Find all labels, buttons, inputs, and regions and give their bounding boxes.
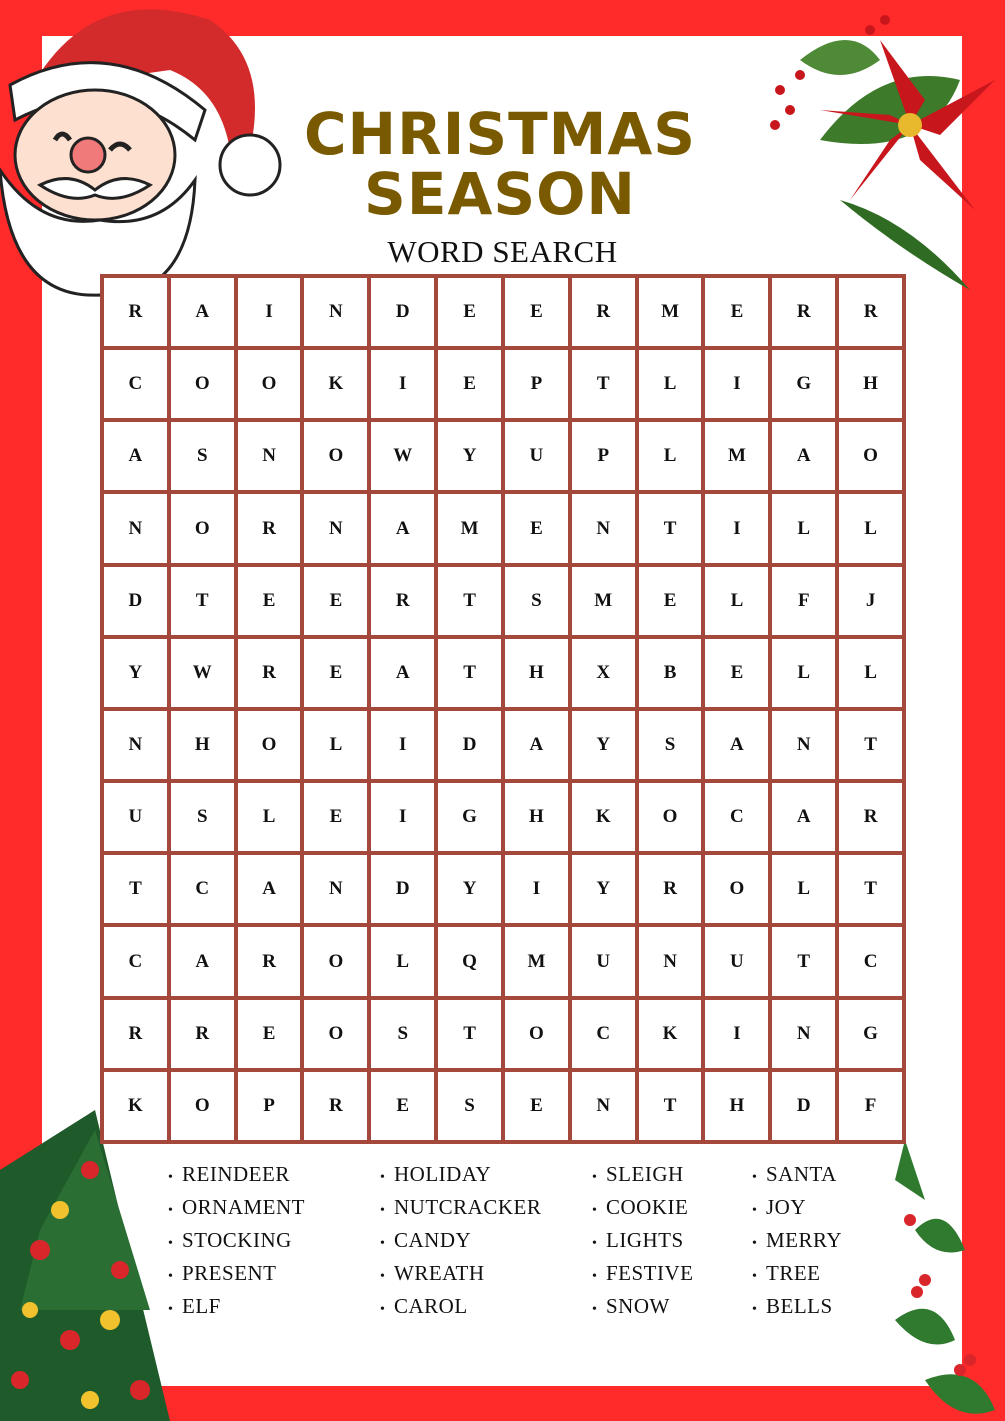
grid-cell[interactable]: F <box>839 1072 902 1140</box>
grid-cell[interactable]: G <box>772 350 835 418</box>
word-label: REINDEER <box>182 1162 290 1186</box>
word-list-item <box>380 1224 541 1257</box>
grid-cell[interactable]: E <box>438 350 501 418</box>
grid-cell[interactable]: L <box>371 927 434 995</box>
grid-cell[interactable]: I <box>705 494 768 562</box>
grid-cell[interactable]: N <box>304 855 367 923</box>
grid-cell[interactable]: N <box>238 422 301 490</box>
grid-cell[interactable]: H <box>171 711 234 779</box>
grid-cell[interactable]: T <box>772 927 835 995</box>
grid-cell[interactable]: A <box>772 422 835 490</box>
word-list-item <box>592 1257 694 1290</box>
bullet: • <box>380 1236 386 1251</box>
grid-cell[interactable]: Y <box>104 639 167 707</box>
grid-cell[interactable]: D <box>104 567 167 635</box>
grid-cell[interactable]: D <box>772 1072 835 1140</box>
grid-cell[interactable]: R <box>839 278 902 346</box>
grid-cell[interactable]: E <box>304 783 367 851</box>
grid-cell[interactable]: O <box>238 711 301 779</box>
word-list-item <box>752 1191 842 1224</box>
grid-cell[interactable]: H <box>705 1072 768 1140</box>
grid-cell[interactable]: O <box>238 350 301 418</box>
word-list-item <box>380 1290 541 1323</box>
grid-cell[interactable]: S <box>171 783 234 851</box>
bullet: • <box>752 1203 758 1218</box>
grid-cell[interactable]: A <box>171 278 234 346</box>
grid-cell[interactable]: A <box>238 855 301 923</box>
grid-cell[interactable]: O <box>304 422 367 490</box>
grid-cell[interactable]: R <box>171 1000 234 1068</box>
bullet: • <box>752 1302 758 1317</box>
word-list-item <box>168 1290 305 1323</box>
word-list-item <box>592 1224 694 1257</box>
grid-cell[interactable]: I <box>371 350 434 418</box>
word-list-column-2 <box>380 1158 541 1323</box>
grid-cell[interactable]: Q <box>438 927 501 995</box>
grid-cell[interactable]: S <box>171 422 234 490</box>
grid-cell[interactable]: A <box>505 711 568 779</box>
grid-cell[interactable]: D <box>371 278 434 346</box>
word-list-item <box>592 1191 694 1224</box>
word-list-item <box>592 1158 694 1191</box>
grid-cell[interactable]: L <box>772 494 835 562</box>
bullet: • <box>380 1269 386 1284</box>
word-list-item <box>752 1158 842 1191</box>
bullet: • <box>380 1302 386 1317</box>
word-label: WREATH <box>394 1261 485 1285</box>
grid-cell[interactable]: A <box>705 711 768 779</box>
word-label: NUTCRACKER <box>394 1195 542 1219</box>
grid-cell[interactable]: O <box>304 927 367 995</box>
grid-cell[interactable]: K <box>639 1000 702 1068</box>
word-label: CAROL <box>394 1294 468 1318</box>
title-line-2: SEASON <box>364 160 636 228</box>
grid-cell[interactable]: M <box>705 422 768 490</box>
grid-cell[interactable]: A <box>772 783 835 851</box>
grid-cell[interactable]: U <box>505 422 568 490</box>
grid-cell[interactable]: E <box>505 494 568 562</box>
bullet: • <box>592 1302 598 1317</box>
word-label: COOKIE <box>606 1195 689 1219</box>
grid-cell[interactable]: O <box>171 494 234 562</box>
word-label: SNOW <box>606 1294 670 1318</box>
grid-cell[interactable]: T <box>572 350 635 418</box>
grid-cell[interactable]: M <box>505 927 568 995</box>
word-label: CANDY <box>394 1228 472 1252</box>
grid-cell[interactable]: B <box>639 639 702 707</box>
grid-cell[interactable]: E <box>304 567 367 635</box>
grid-cell[interactable]: O <box>171 1072 234 1140</box>
grid-cell[interactable]: U <box>705 927 768 995</box>
grid-cell[interactable]: K <box>104 1072 167 1140</box>
grid-cell[interactable]: A <box>371 639 434 707</box>
grid-cell[interactable]: T <box>839 855 902 923</box>
word-list-item <box>752 1257 842 1290</box>
grid-cell[interactable]: O <box>171 350 234 418</box>
grid-cell[interactable]: L <box>839 639 902 707</box>
grid-cell[interactable]: S <box>639 711 702 779</box>
grid-cell[interactable]: M <box>438 494 501 562</box>
grid-cell[interactable]: Y <box>438 422 501 490</box>
grid-cell[interactable]: S <box>371 1000 434 1068</box>
grid-cell[interactable]: N <box>639 927 702 995</box>
grid-cell[interactable]: E <box>639 567 702 635</box>
grid-cell[interactable]: U <box>104 783 167 851</box>
grid-cell[interactable]: P <box>505 350 568 418</box>
grid-cell[interactable]: L <box>839 494 902 562</box>
grid-cell[interactable]: T <box>438 567 501 635</box>
word-list-item <box>168 1257 305 1290</box>
grid-cell[interactable]: C <box>839 927 902 995</box>
word-list-item <box>752 1224 842 1257</box>
grid-cell[interactable]: G <box>839 1000 902 1068</box>
subtitle: WORD SEARCH <box>387 234 618 269</box>
grid-cell[interactable]: Y <box>438 855 501 923</box>
grid-cell[interactable]: I <box>371 711 434 779</box>
word-list-item <box>752 1290 842 1323</box>
grid-cell[interactable]: E <box>705 278 768 346</box>
word-list-column-3 <box>592 1158 694 1323</box>
word-list-column-4 <box>752 1158 842 1323</box>
grid-cell[interactable]: R <box>104 278 167 346</box>
grid-cell[interactable]: T <box>171 567 234 635</box>
word-label: HOLIDAY <box>394 1162 492 1186</box>
word-label: FESTIVE <box>606 1261 694 1285</box>
word-label: STOCKING <box>182 1228 292 1252</box>
grid-cell[interactable]: P <box>572 422 635 490</box>
grid-cell[interactable]: H <box>839 350 902 418</box>
word-label: ELF <box>182 1294 221 1318</box>
bullet: • <box>592 1269 598 1284</box>
word-label: PRESENT <box>182 1261 277 1285</box>
grid-cell[interactable]: L <box>639 422 702 490</box>
grid-cell[interactable]: T <box>438 1000 501 1068</box>
grid-cell[interactable]: R <box>304 1072 367 1140</box>
grid-cell[interactable]: R <box>639 855 702 923</box>
grid-cell[interactable]: F <box>772 567 835 635</box>
word-list-item <box>380 1257 541 1290</box>
grid-cell[interactable]: L <box>705 567 768 635</box>
grid-cell[interactable]: T <box>839 711 902 779</box>
grid-cell[interactable]: O <box>705 855 768 923</box>
grid-cell[interactable]: C <box>572 1000 635 1068</box>
bullet: • <box>592 1170 598 1185</box>
grid-cell[interactable]: L <box>238 783 301 851</box>
grid-cell[interactable]: S <box>505 567 568 635</box>
grid-cell[interactable]: U <box>572 927 635 995</box>
grid-cell[interactable]: D <box>371 855 434 923</box>
grid-cell[interactable]: I <box>705 350 768 418</box>
grid-cell[interactable]: H <box>505 783 568 851</box>
grid-cell[interactable]: I <box>371 783 434 851</box>
grid-cell[interactable]: S <box>438 1072 501 1140</box>
bullet: • <box>168 1269 174 1284</box>
grid-cell[interactable]: A <box>171 927 234 995</box>
grid-cell[interactable]: L <box>772 639 835 707</box>
grid-cell[interactable]: R <box>238 639 301 707</box>
grid-cell[interactable]: R <box>238 494 301 562</box>
grid-cell[interactable]: A <box>371 494 434 562</box>
bullet: • <box>168 1236 174 1251</box>
word-list-item <box>380 1191 541 1224</box>
grid-cell[interactable]: J <box>839 567 902 635</box>
bullet: • <box>592 1203 598 1218</box>
grid-cell[interactable]: L <box>304 711 367 779</box>
title-line-1: CHRISTMAS <box>303 100 697 168</box>
bullet: • <box>592 1236 598 1251</box>
grid-cell[interactable]: I <box>238 278 301 346</box>
grid-cell[interactable]: L <box>639 350 702 418</box>
grid-cell[interactable]: I <box>505 855 568 923</box>
grid-cell[interactable]: E <box>705 639 768 707</box>
grid-cell[interactable]: E <box>438 278 501 346</box>
word-list-column-1 <box>168 1158 305 1323</box>
grid-cell[interactable]: E <box>505 1072 568 1140</box>
grid-cell[interactable]: X <box>572 639 635 707</box>
grid-cell[interactable]: K <box>304 350 367 418</box>
grid-cell[interactable]: W <box>371 422 434 490</box>
grid-cell[interactable]: H <box>505 639 568 707</box>
grid-cell[interactable]: T <box>639 494 702 562</box>
word-list-item <box>168 1158 305 1191</box>
grid-cell[interactable]: N <box>572 1072 635 1140</box>
santa-illustration <box>0 0 300 300</box>
grid-cell[interactable]: E <box>371 1072 434 1140</box>
grid-cell[interactable]: N <box>304 494 367 562</box>
holly-illustration <box>885 1140 1005 1421</box>
grid-cell[interactable]: E <box>505 278 568 346</box>
bullet: • <box>168 1170 174 1185</box>
grid-cell[interactable]: G <box>438 783 501 851</box>
bullet: • <box>752 1170 758 1185</box>
grid-cell[interactable]: W <box>171 639 234 707</box>
grid-cell[interactable]: R <box>238 927 301 995</box>
word-label: LIGHTS <box>606 1228 684 1252</box>
grid-cell[interactable]: C <box>705 783 768 851</box>
grid-cell[interactable]: Y <box>572 855 635 923</box>
poinsettia-illustration <box>760 0 1005 300</box>
grid-cell[interactable]: P <box>238 1072 301 1140</box>
bullet: • <box>752 1236 758 1251</box>
grid-cell[interactable]: N <box>572 494 635 562</box>
word-label: TREE <box>766 1261 821 1285</box>
grid-cell[interactable]: R <box>772 278 835 346</box>
word-label: BELLS <box>766 1294 833 1318</box>
grid-cell[interactable]: O <box>639 783 702 851</box>
grid-cell[interactable]: N <box>772 1000 835 1068</box>
grid-cell[interactable]: C <box>104 350 167 418</box>
bullet: • <box>752 1269 758 1284</box>
grid-cell[interactable]: L <box>772 855 835 923</box>
grid-cell[interactable]: N <box>104 711 167 779</box>
grid-cell[interactable]: E <box>238 1000 301 1068</box>
grid-cell[interactable]: R <box>839 783 902 851</box>
word-list-item <box>168 1191 305 1224</box>
grid-cell[interactable]: E <box>304 639 367 707</box>
grid-cell[interactable]: C <box>104 927 167 995</box>
grid-cell[interactable]: N <box>304 278 367 346</box>
grid-cell[interactable]: N <box>772 711 835 779</box>
grid-cell[interactable]: D <box>438 711 501 779</box>
grid-cell[interactable]: T <box>438 639 501 707</box>
grid-cell[interactable]: R <box>572 278 635 346</box>
grid-cell[interactable]: N <box>104 494 167 562</box>
grid-cell[interactable]: A <box>104 422 167 490</box>
bullet: • <box>380 1203 386 1218</box>
word-label: MERRY <box>766 1228 843 1252</box>
word-label: SLEIGH <box>606 1162 684 1186</box>
grid-cell[interactable]: M <box>572 567 635 635</box>
bullet: • <box>168 1203 174 1218</box>
bullet: • <box>168 1302 174 1317</box>
grid-cell[interactable]: I <box>705 1000 768 1068</box>
word-label: ORNAMENT <box>182 1195 305 1219</box>
bullet: • <box>380 1170 386 1185</box>
word-list-item <box>592 1290 694 1323</box>
word-list-item <box>380 1158 541 1191</box>
christmas-tree-illustration <box>0 1110 170 1421</box>
word-search-grid <box>100 274 906 1144</box>
grid-cell[interactable]: O <box>505 1000 568 1068</box>
grid-cell[interactable]: M <box>639 278 702 346</box>
grid-cell[interactable]: R <box>104 1000 167 1068</box>
grid-cell[interactable]: E <box>238 567 301 635</box>
grid-cell[interactable]: C <box>171 855 234 923</box>
word-label: SANTA <box>766 1162 837 1186</box>
grid-cell[interactable]: O <box>304 1000 367 1068</box>
grid-cell[interactable]: T <box>639 1072 702 1140</box>
grid-cell[interactable]: Y <box>572 711 635 779</box>
grid-cell[interactable]: R <box>371 567 434 635</box>
word-label: JOY <box>766 1195 807 1219</box>
grid-cell[interactable]: K <box>572 783 635 851</box>
grid-cell[interactable]: O <box>839 422 902 490</box>
word-list-item <box>168 1224 305 1257</box>
grid-cell[interactable]: T <box>104 855 167 923</box>
